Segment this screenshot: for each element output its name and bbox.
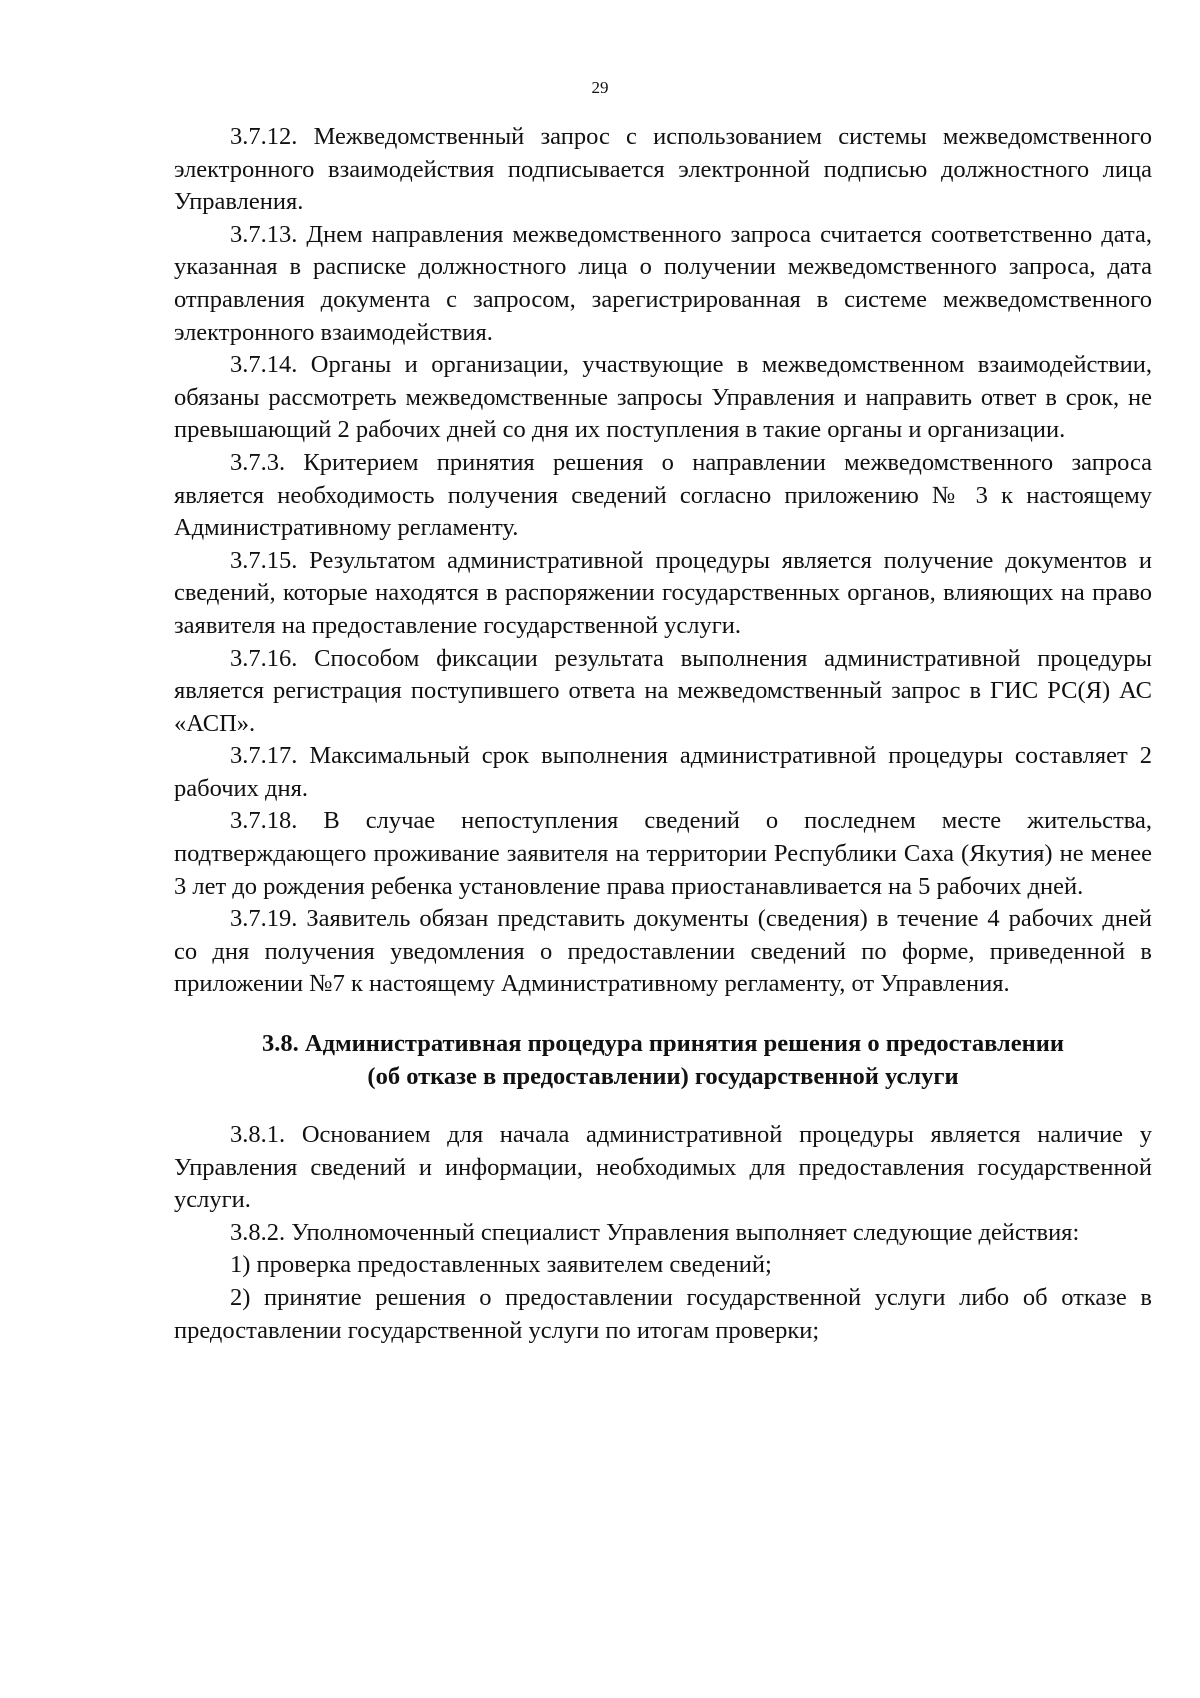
paragraph-3-7-15: 3.7.15. Результатом административной процедуры является получение документов и сведений, которые находятся в распоряжении государственных органов, влияющих на право заявителя на предоставление государственной услуги.	[174, 546, 1152, 639]
paragraph-3-7-16: 3.7.16. Способом фиксации результата выполнения административной процедуры является регистрация поступившего ответа на межведомственный запрос в ГИС РС(Я) АС «АСП».	[174, 644, 1152, 737]
paragraph-3-8-2: 3.8.2. Уполномоченный специалист Управления выполняет следующие действия:	[230, 1218, 1080, 1246]
paragraph-3-8-1: 3.8.1. Основанием для начала административной процедуры является наличие у Управления сведений и информации, необходимых для предоставления государственной услуги.	[174, 1121, 1152, 1214]
paragraph-3-7-12: 3.7.12. Межведомственный запрос с использованием системы межведомственного электронного взаимодействия подписывается электронной подписью должностного лица Управления.	[174, 123, 1152, 216]
document-body	[174, 121, 1152, 1347]
paragraph-3-7-18: 3.7.18. В случае непоступления сведений о последнем месте жительства, подтверждающего проживание заявителя на территории Республики Саха (Якутия) не менее 3 лет до рождения ребенка установление права приостанавливается на 5 рабочих дней.	[174, 807, 1152, 900]
list-item-2: 2) принятие решения о предоставлении государственной услуги либо об отказе в предоставлении государственной услуги по итогам проверки;	[174, 1284, 1152, 1344]
section-heading-line-1: 3.8. Административная процедура принятия решения о предоставлении	[262, 1030, 1064, 1058]
paragraph-3-7-14: 3.7.14. Органы и организации, участвующие в межведомственном взаимодействии, обязаны рассмотреть межведомственные запросы Управления и направить ответ в срок, не превышающий 2 рабочих дней со дня их поступления в такие органы и организации.	[174, 351, 1152, 444]
section-heading-line-2: (об отказе в предоставлении) государственной услуги	[367, 1063, 959, 1091]
paragraph-3-7-3: 3.7.3. Критерием принятия решения о направлении межведомственного запроса является необходимость получения сведений согласно приложению № 3 к настоящему Административному регламенту.	[174, 448, 1152, 542]
list-item-1: 1) проверка предоставленных заявителем сведений;	[230, 1251, 772, 1279]
page-number: 29	[591, 78, 609, 97]
paragraph-3-7-17: 3.7.17. Максимальный срок выполнения административной процедуры составляет 2 рабочих дня.	[174, 742, 1152, 802]
paragraph-3-7-19: 3.7.19. Заявитель обязан представить документы (сведения) в течение 4 рабочих дней со дня получения уведомления о предоставлении сведений по форме, приведенной в приложении №7 к настоящему Административному регламенту, от Управления.	[174, 905, 1152, 998]
section-heading-3-8	[174, 1027, 1152, 1093]
paragraph-3-7-13: 3.7.13. Днем направления межведомственного запроса считается соответственно дата, указанная в расписке должностного лица о получении межведомственного запроса, дата отправления документа с запросом, зарегистрированная в системе межведомственного электронного взаимодействия.	[174, 220, 1152, 346]
